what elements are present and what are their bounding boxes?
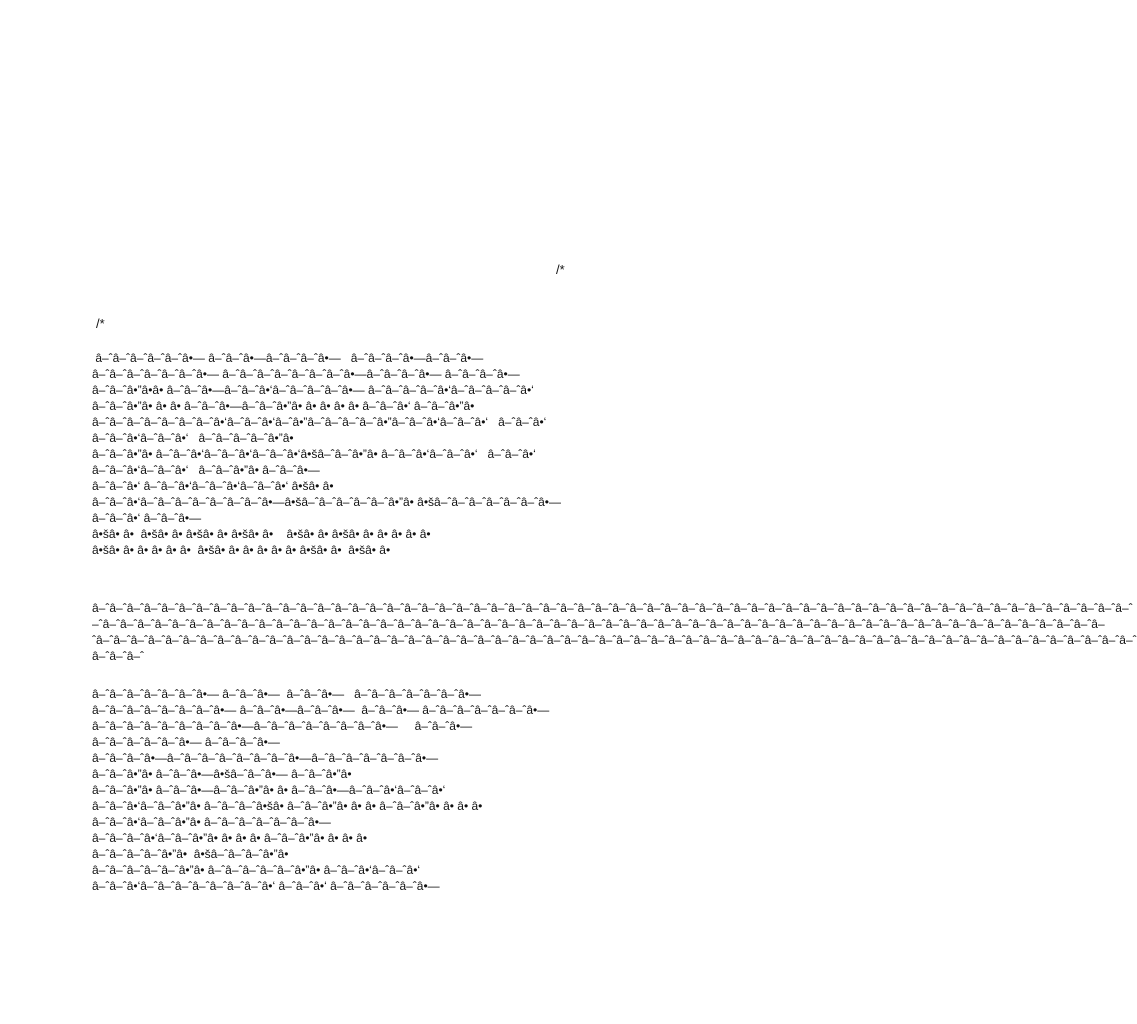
text-line: â–ˆâ–ˆâ–ˆâ•—â–ˆâ–ˆâ–ˆâ–ˆâ–ˆâ–ˆâ–ˆâ•—â–ˆâ–ˆâ–ˆâ–ˆâ–ˆâ–ˆâ•— (92, 751, 439, 765)
text-line: â–ˆâ–ˆâ•”â• â• â• â–ˆâ–ˆâ•—â–ˆâ–ˆâ•”â• â• â• â• â• â–ˆâ–ˆâ•‘ â–ˆâ–ˆâ•”â• (92, 399, 475, 413)
text-line: â–ˆâ–ˆâ–ˆâ–ˆâ–ˆâ–ˆâ•— â–ˆâ–ˆâ•— â–ˆâ–ˆâ•— â–ˆâ–ˆâ–ˆâ–ˆâ–ˆâ–ˆâ•— (92, 687, 482, 701)
garbled-text-block-2 (92, 600, 1137, 664)
garbled-text-block-3 (92, 686, 682, 894)
text-line: â–ˆâ–ˆâ•‘â–ˆâ–ˆâ–ˆâ–ˆâ–ˆâ–ˆâ–ˆâ•—â•šâ–ˆâ–ˆâ–ˆâ–ˆâ–ˆâ•”â• â•šâ–ˆâ–ˆâ–ˆâ–ˆâ–ˆâ–ˆâ•— (92, 495, 561, 509)
text-line: â–ˆâ–ˆâ•‘â–ˆâ–ˆâ•‘ â–ˆâ–ˆâ•”â• â–ˆâ–ˆâ•— (92, 463, 320, 477)
text-line: â–ˆâ–ˆâ•”â• â–ˆâ–ˆâ•—â–ˆâ–ˆâ•”â• â• â–ˆâ–ˆâ•—â–ˆâ–ˆâ•‘â–ˆâ–ˆâ•‘ (92, 783, 446, 797)
text-line: â–ˆâ–ˆâ–ˆâ–ˆâ–ˆâ•”â• â–ˆâ–ˆâ–ˆâ–ˆâ–ˆâ•”â• â–ˆâ–ˆâ•‘â–ˆâ–ˆâ•‘ (92, 863, 421, 877)
comment-marker-right: /* (556, 262, 565, 277)
text-line: â–ˆâ–ˆâ•‘ â–ˆâ–ˆâ•— (92, 511, 202, 525)
text-line: ˆâ–ˆâ–ˆâ–ˆâ–ˆâ–ˆâ–ˆâ–ˆâ–ˆâ–ˆâ–ˆâ–ˆâ–ˆâ–ˆâ–ˆâ–ˆâ–ˆâ–ˆâ–ˆâ–ˆâ–ˆâ–ˆâ–ˆâ–ˆâ–ˆâ–ˆâ–ˆâ–ˆâ–ˆâ–ˆâ–ˆâ–ˆâ–ˆâ–ˆâ–ˆâ–ˆâ–ˆâ–ˆâ–ˆâ–ˆâ–ˆâ–ˆâ–ˆâ–ˆâ–ˆâ–ˆâ–ˆâ–ˆâ–ˆâ–ˆâ–ˆâ–ˆâ–ˆâ–ˆâ–ˆâ–ˆâ–ˆâ–ˆâ–ˆâ–ˆâ–ˆ (92, 633, 1137, 647)
text-line: â–ˆâ–ˆâ•‘â–ˆâ–ˆâ•”â• â–ˆâ–ˆâ–ˆâ–ˆâ–ˆâ–ˆâ•— (92, 815, 331, 829)
text-line: â–ˆâ–ˆâ•”â• â–ˆâ–ˆâ•‘â–ˆâ–ˆâ•‘â–ˆâ–ˆâ•‘â•šâ–ˆâ–ˆâ•”â• â–ˆâ–ˆâ•‘â–ˆâ–ˆâ•‘ â–ˆâ–ˆâ•‘ (92, 447, 536, 461)
text-line: â–ˆâ–ˆâ–ˆâ–ˆâ–ˆâ–ˆâ–ˆâ–ˆâ•—â–ˆâ–ˆâ–ˆâ–ˆâ–ˆâ–ˆâ–ˆâ•— â–ˆâ–ˆâ•— (92, 719, 473, 733)
text-line: â•šâ• â• â• â• â• â• â•šâ• â• â• â• â• â• â•šâ• â• â•šâ• â• (92, 543, 391, 557)
text-line: â–ˆâ–ˆâ–ˆâ–ˆâ–ˆâ–ˆâ–ˆâ•‘â–ˆâ–ˆâ•‘â–ˆâ•”â–ˆâ–ˆâ–ˆâ–ˆâ•”â–ˆâ–ˆâ•‘â–ˆâ–ˆâ•‘ â–ˆâ–ˆâ•‘ (92, 415, 547, 429)
text-line: â–ˆâ–ˆâ–ˆâ–ˆâ–ˆâ•— â–ˆâ–ˆâ•—â–ˆâ–ˆâ–ˆâ•— â–ˆâ–ˆâ–ˆâ•—â–ˆâ–ˆâ•— (92, 351, 484, 365)
text-line: â–ˆâ–ˆâ•‘â–ˆâ–ˆâ•”â• â–ˆâ–ˆâ–ˆâ•šâ• â–ˆâ–ˆâ•”â• â• â• â–ˆâ–ˆâ•”â• â• â• â• (92, 799, 483, 813)
text-line: –ˆâ–ˆâ–ˆâ–ˆâ–ˆâ–ˆâ–ˆâ–ˆâ–ˆâ–ˆâ–ˆâ–ˆâ–ˆâ–ˆâ–ˆâ–ˆâ–ˆâ–ˆâ–ˆâ–ˆâ–ˆâ–ˆâ–ˆâ–ˆâ–ˆâ–ˆâ–ˆâ–ˆâ–ˆâ–ˆâ–ˆâ–ˆâ–ˆâ–ˆâ–ˆâ–ˆâ–ˆâ–ˆâ–ˆâ–ˆâ–ˆâ–ˆâ–ˆâ–ˆâ–ˆâ–ˆâ–ˆâ–ˆâ–ˆâ–ˆâ–ˆâ–ˆâ–ˆâ–ˆâ–ˆâ–ˆâ–ˆâ–ˆâ– (92, 617, 1105, 631)
text-line: â–ˆâ–ˆâ–ˆâ–ˆâ–ˆâ•— â–ˆâ–ˆâ–ˆâ•— (92, 735, 280, 749)
text-line: â–ˆâ–ˆâ–ˆ (92, 649, 145, 663)
text-line: â–ˆâ–ˆâ•‘â–ˆâ–ˆâ•‘ â–ˆâ–ˆâ–ˆâ–ˆâ•”â• (92, 431, 294, 445)
text-line: â–ˆâ–ˆâ–ˆâ–ˆâ–ˆâ–ˆâ–ˆâ•— â–ˆâ–ˆâ•—â–ˆâ–ˆâ•— â–ˆâ–ˆâ•— â–ˆâ–ˆâ–ˆâ–ˆâ–ˆâ–ˆâ•— (92, 703, 550, 717)
text-line: â–ˆâ–ˆâ–ˆâ–ˆâ–ˆâ–ˆâ•— â–ˆâ–ˆâ–ˆâ–ˆâ–ˆâ–ˆâ–ˆâ•—â–ˆâ–ˆâ–ˆâ•— â–ˆâ–ˆâ–ˆâ•— (92, 367, 520, 381)
text-line: â–ˆâ–ˆâ–ˆâ–ˆâ–ˆâ–ˆâ–ˆâ–ˆâ–ˆâ–ˆâ–ˆâ–ˆâ–ˆâ–ˆâ–ˆâ–ˆâ–ˆâ–ˆâ–ˆâ–ˆâ–ˆâ–ˆâ–ˆâ–ˆâ–ˆâ–ˆâ–ˆâ–ˆâ–ˆâ–ˆâ–ˆâ–ˆâ–ˆâ–ˆâ–ˆâ–ˆâ–ˆâ–ˆâ–ˆâ–ˆâ–ˆâ–ˆâ–ˆâ–ˆâ–ˆâ–ˆâ–ˆâ–ˆâ–ˆâ–ˆâ–ˆâ–ˆâ–ˆâ–ˆâ–ˆâ–ˆâ–ˆâ–ˆâ–ˆâ–ˆ (92, 601, 1133, 615)
text-line: â–ˆâ–ˆâ–ˆâ–ˆâ•”â• â•šâ–ˆâ–ˆâ–ˆâ•”â• (92, 847, 289, 861)
garbled-text-block-1 (92, 350, 682, 558)
text-line: â–ˆâ–ˆâ•‘ â–ˆâ–ˆâ•‘â–ˆâ–ˆâ•‘â–ˆâ–ˆâ•‘ â•šâ• â• (92, 479, 334, 493)
text-line: â–ˆâ–ˆâ–ˆâ•‘â–ˆâ–ˆâ•”â• â• â• â• â–ˆâ–ˆâ•”â• â• â• â• (92, 831, 368, 845)
text-line: â–ˆâ–ˆâ•”â• â–ˆâ–ˆâ•—â•šâ–ˆâ–ˆâ•— â–ˆâ–ˆâ•”â• (92, 767, 352, 781)
text-line: â–ˆâ–ˆâ•”â•â• â–ˆâ–ˆâ•—â–ˆâ–ˆâ•‘â–ˆâ–ˆâ–ˆâ–ˆâ•— â–ˆâ–ˆâ–ˆâ–ˆâ•‘â–ˆâ–ˆâ–ˆâ–ˆâ•‘ (92, 383, 534, 397)
text-line: â•šâ• â• â•šâ• â• â•šâ• â• â•šâ• â• â•šâ• â• â•šâ• â• â• â• â• â• (92, 527, 431, 541)
text-line: â–ˆâ–ˆâ•‘â–ˆâ–ˆâ–ˆâ–ˆâ–ˆâ–ˆâ–ˆâ•‘ â–ˆâ–ˆâ•‘ â–ˆâ–ˆâ–ˆâ–ˆâ–ˆâ•— (92, 879, 440, 893)
comment-marker-left: /* (96, 316, 105, 331)
